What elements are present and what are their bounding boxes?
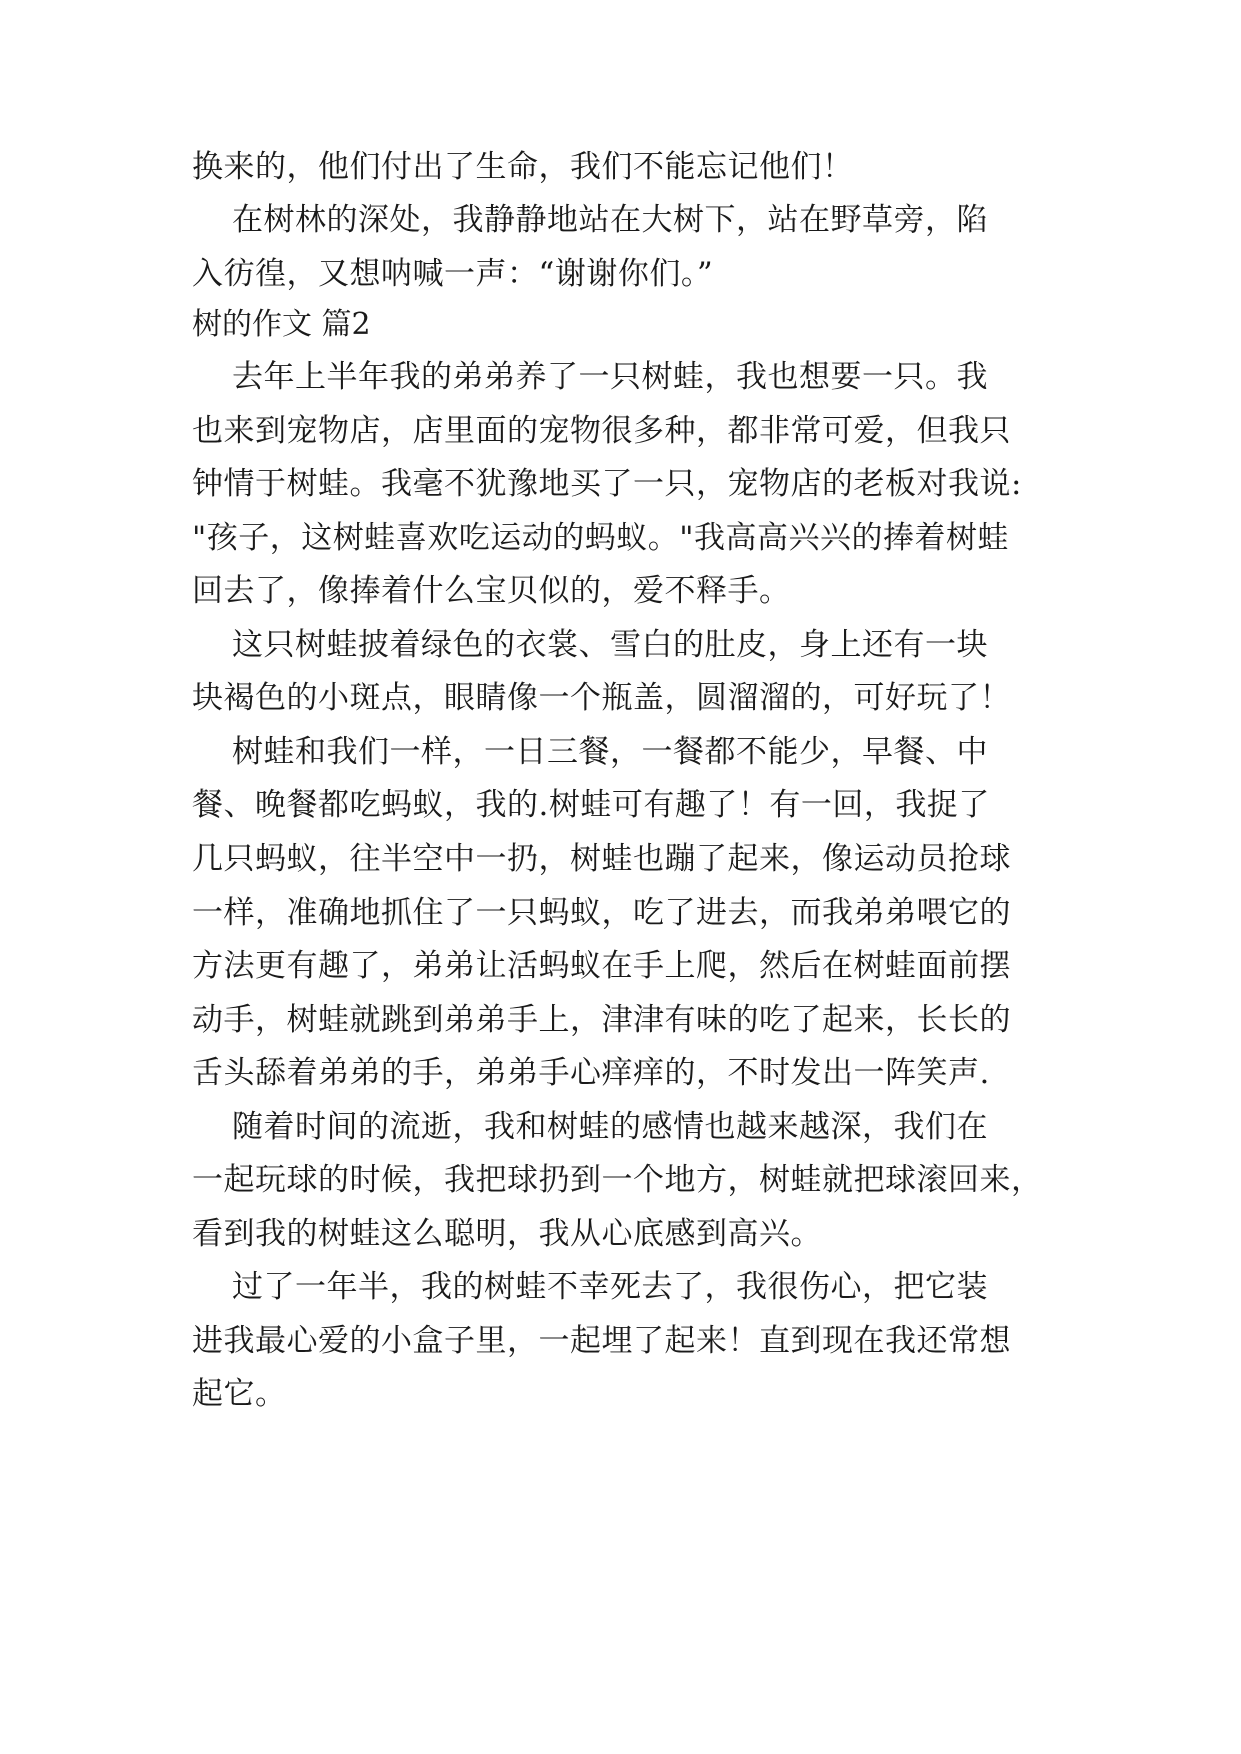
text-line: 进我最心爱的小盒子里，一起埋了起来！直到现在我还常想 xyxy=(192,1323,1011,1359)
text-line: 钟情于树蛙。我毫不犹豫地买了一只，宠物店的老板对我说: xyxy=(192,466,1022,502)
text-line: 起它。 xyxy=(192,1376,287,1412)
text-line: 也来到宠物店，店里面的宠物很多种，都非常可爱，但我只 xyxy=(192,413,1011,449)
text-line: "孩子，这树蛙喜欢吃运动的蚂蚁。"我高高兴兴的捧着树蛙 xyxy=(192,520,1010,556)
paragraph-first-line: 随着时间的流逝，我和树蛙的感情也越来越深，我们在 xyxy=(232,1109,988,1145)
paragraph-first-line: 树蛙和我们一样，一日三餐，一餐都不能少，早餐、中 xyxy=(232,734,988,770)
text-line: 块褐色的小斑点，眼睛像一个瓶盖，圆溜溜的，可好玩了！ xyxy=(192,680,1011,716)
text-line: 舌头舔着弟弟的手，弟弟手心痒痒的，不时发出一阵笑声. xyxy=(192,1055,990,1091)
text-line: 一起玩球的时候，我把球扔到一个地方，树蛙就把球滚回来， xyxy=(192,1162,1043,1198)
text-line: 方法更有趣了，弟弟让活蚂蚁在手上爬，然后在树蛙面前摆 xyxy=(192,948,1011,984)
paragraph-first-line: 在树林的深处，我静静地站在大树下，站在野草旁，陷 xyxy=(232,202,988,238)
text-line: 动手，树蛙就跳到弟弟手上，津津有味的吃了起来，长长的 xyxy=(192,1002,1011,1038)
paragraph-first-line: 去年上半年我的弟弟养了一只树蛙，我也想要一只。我 xyxy=(232,359,988,395)
text-line: 入彷徨，又想呐喊一声：“谢谢你们。” xyxy=(192,256,714,292)
text-line: 换来的，他们付出了生命，我们不能忘记他们！ xyxy=(192,149,854,185)
section-heading: 树的作文 篇2 xyxy=(192,307,371,342)
text-line: 几只蚂蚁，往半空中一扔，树蛙也蹦了起来，像运动员抢球 xyxy=(192,841,1011,877)
text-line: 一样，准确地抓住了一只蚂蚁，吃了进去，而我弟弟喂它的 xyxy=(192,895,1011,931)
paragraph-first-line: 过了一年半，我的树蛙不幸死去了，我很伤心，把它装 xyxy=(232,1269,988,1305)
text-line: 回去了，像捧着什么宝贝似的，爱不释手。 xyxy=(192,573,791,609)
text-line: 餐、晚餐都吃蚂蚁，我的.树蛙可有趣了！有一回，我捉了 xyxy=(192,787,990,823)
paragraph-first-line: 这只树蛙披着绿色的衣裳、雪白的肚皮，身上还有一块 xyxy=(232,627,988,663)
text-line: 看到我的树蛙这么聪明，我从心底感到高兴。 xyxy=(192,1216,822,1252)
